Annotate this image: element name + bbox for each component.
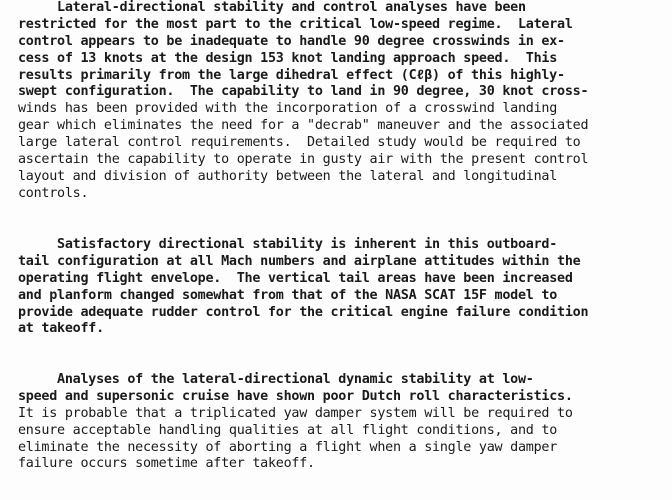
text-line: provide adequate rudder control for the critical engine failure condition: [18, 304, 589, 320]
text-line: Satisfactory directional stability is inherent in this outboard-: [18, 237, 558, 252]
paragraph-dynamic-stability: [18, 372, 668, 473]
text-line: swept configuration. The capability to land in 90 degree, 30 knot cross-: [18, 84, 589, 100]
paragraph-directional-stability: [18, 237, 668, 338]
text-line: gear which eliminates the need for a "decrab" maneuver and the associated: [18, 118, 589, 134]
text-line: control appears to be inadequate to handle 90 degree crosswinds in ex-: [18, 33, 565, 49]
text-line: restricted for the most part to the critical low-speed regime. Lateral: [18, 16, 573, 32]
text-line: layout and division of authority between the lateral and longitudinal: [18, 168, 558, 184]
text-line: results primarily from the large dihedral effect (Cℓβ) of this highly-: [18, 67, 565, 83]
text-line: and planform changed somewhat from that of the NASA SCAT 15F model to: [18, 287, 558, 303]
text-line: operating flight envelope. The vertical tail areas have been increased: [18, 270, 573, 286]
text-line: It is probable that a triplicated yaw damper system will be required to: [18, 405, 573, 421]
text-line: ensure acceptable handling qualities at all flight conditions, and to: [18, 422, 558, 438]
text-line: eliminate the necessity of aborting a flight when a single yaw damper: [18, 439, 558, 455]
text-line: at takeoff.: [18, 321, 104, 337]
text-line: cess of 13 knots at the design 153 knot landing approach speed. This: [18, 50, 558, 66]
paragraph-lateral-control: [18, 0, 668, 203]
text-line: speed and supersonic cruise have shown poor Dutch roll characteristics.: [18, 388, 573, 404]
text-line: Lateral-directional stability and control analyses have been: [18, 0, 526, 15]
text-line: controls.: [18, 185, 89, 201]
text-line: winds has been provided with the incorporation of a crosswind landing: [18, 101, 558, 117]
text-line: tail configuration at all Mach numbers and airplane attitudes within the: [18, 253, 581, 269]
text-line: Analyses of the lateral-directional dynamic stability at low-: [18, 372, 534, 387]
text-line: failure occurs sometime after takeoff.: [18, 456, 315, 472]
text-line: ascertain the capability to operate in gusty air with the present control: [18, 152, 589, 168]
text-line: large lateral control requirements. Detailed study would be required to: [18, 135, 581, 151]
